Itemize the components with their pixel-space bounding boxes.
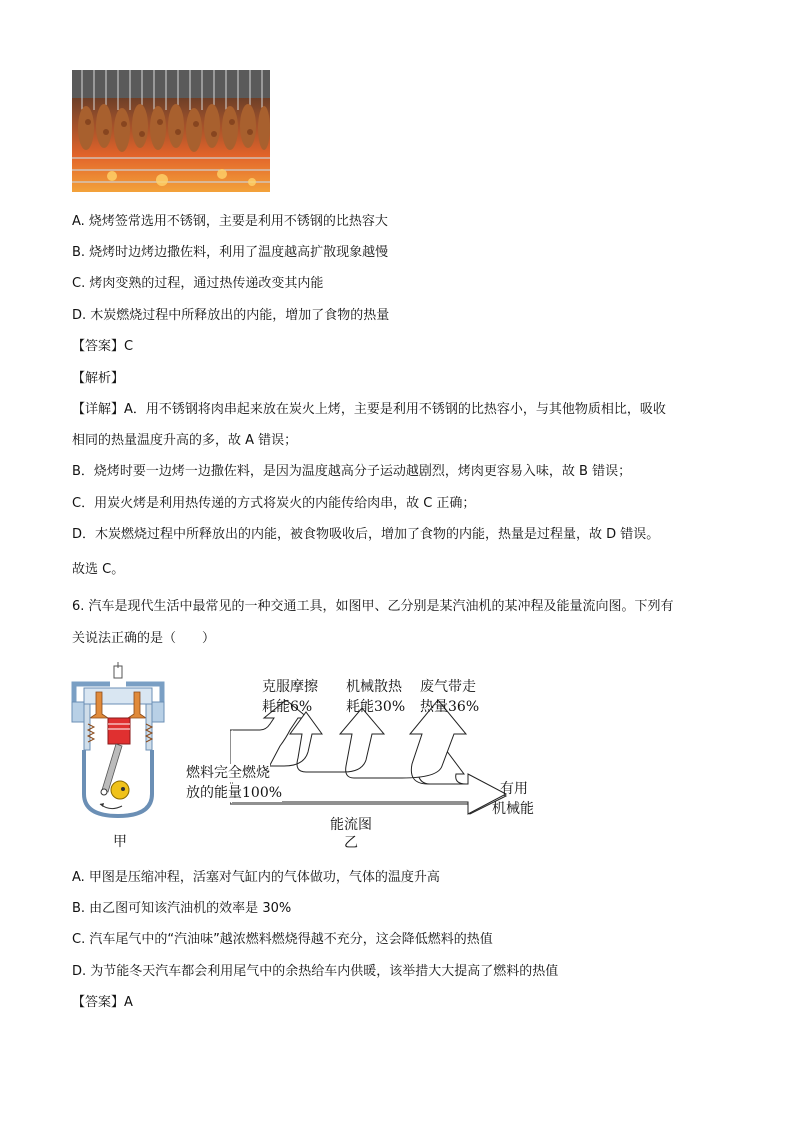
q5-option-c: C. 烤肉变熟的过程，通过热传递改变其内能 — [72, 276, 324, 291]
flow-fuel-1: 燃料完全燃烧 — [186, 765, 270, 781]
q6-option-c: C. 汽车尾气中的“汽油味”越浓燃料燃烧得越不充分，这会降低燃料的热值 — [72, 932, 493, 947]
q6-option-b: B. 由乙图可知该汽油机的效率是 30% — [72, 901, 292, 916]
figure-label-yi: 乙 — [344, 835, 358, 851]
q5-analysis-title: 【解析】 — [72, 371, 125, 386]
flow-useful-2: 机械能 — [492, 801, 534, 817]
q6-stem-line-2: 关说法正确的是（ ） — [72, 631, 216, 646]
q5-option-a: A. 烧烤签常选用不锈钢，主要是利用不锈钢的比热容大 — [72, 214, 388, 229]
q6-option-a: A. 甲图是压缩冲程，活塞对气缸内的气体做功，气体的温度升高 — [72, 870, 440, 885]
q5-analysis-line-5: D．木炭燃烧过程中所释放出的内能，被食物吸收后，增加了食物的内能，热量是过程量，故 D 错误。 — [72, 527, 660, 542]
q6-answer: 【答案】A — [72, 995, 133, 1010]
flow-exhaust-2: 热量36% — [420, 699, 480, 715]
flow-friction-2: 耗能6% — [262, 699, 313, 715]
q5-answer: 【答案】C — [72, 339, 134, 354]
barbecue-photo — [72, 70, 270, 192]
q5-option-b: B. 烧烤时边烤边撒佐料，利用了温度越高扩散现象越慢 — [72, 245, 389, 260]
q6-option-d: D. 为节能冬天汽车都会利用尾气中的余热给车内供暖，该举措大大提高了燃料的热值 — [72, 964, 559, 979]
q5-conclusion: 故选 C。 — [72, 562, 125, 577]
flow-heat-1: 机械散热 — [346, 679, 402, 695]
q5-analysis-line-4: C．用炭火烤是利用热传递的方式将炭火的内能传给肉串，故 C 正确； — [72, 496, 476, 511]
figure-label-jia: 甲 — [113, 834, 127, 850]
flow-caption: 能流图 — [330, 817, 372, 833]
engine-diagram — [70, 662, 170, 822]
q5-option-d: D. 木炭燃烧过程中所释放出的内能，增加了食物的热量 — [72, 308, 390, 323]
q5-analysis-line-2: 相同的热量温度升高的多，故 A 错误； — [72, 433, 298, 448]
q5-analysis-line-1: 【详解】A．用不锈钢将肉串起来放在炭火上烤，主要是利用不锈钢的比热容小，与其他物质相比，吸收 — [72, 402, 666, 417]
flow-fuel-2: 放的能量100% — [186, 785, 283, 801]
flow-exhaust-1: 废气带走 — [420, 679, 476, 695]
q6-stem-line-1: 6. 汽车是现代生活中最常见的一种交通工具，如图甲、乙分别是某汽油机的某冲程及能量流向图。下列有 — [72, 599, 674, 614]
flow-useful-1: 有用 — [500, 781, 528, 797]
flow-heat-2: 耗能30% — [346, 699, 406, 715]
q5-analysis-line-3: B．烧烤时要一边烤一边撒佐料，是因为温度越高分子运动越剧烈，烤肉更容易入味，故 B 错误； — [72, 464, 632, 479]
flow-friction-1: 克服摩擦 — [262, 679, 318, 695]
